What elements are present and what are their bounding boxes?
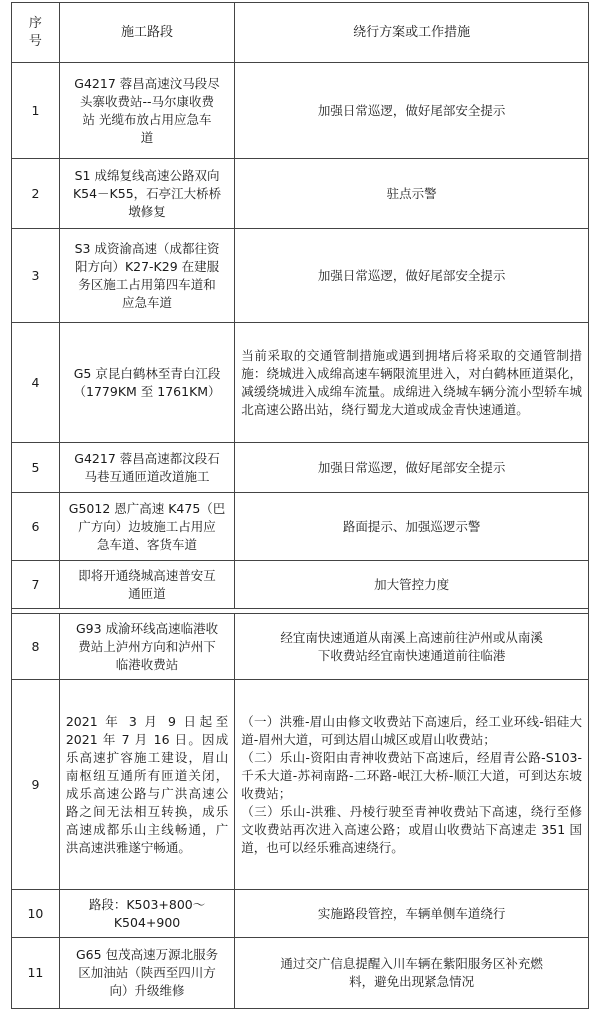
table-row bbox=[12, 63, 588, 159]
row-section: 路段：K503+800～ K504+900 bbox=[60, 890, 235, 937]
row-seq: 10 bbox=[12, 890, 60, 937]
row-seq: 1 bbox=[12, 63, 60, 158]
row-plan: 加强日常巡逻，做好尾部安全提示 bbox=[317, 102, 506, 118]
row-seq: 7 bbox=[12, 561, 60, 608]
row-seq: 4 bbox=[12, 323, 60, 442]
row-plan: 路面提示、加强巡逻示警 bbox=[342, 518, 481, 534]
row-plan: 实施路段管控，车辆单侧车道绕行 bbox=[317, 905, 506, 921]
row-seq: 2 bbox=[12, 159, 60, 228]
row-seq: 5 bbox=[12, 443, 60, 492]
table-row bbox=[12, 323, 588, 443]
row-plan: 当前采取的交通管制措施或遇到拥堵后将采取的交通管制措施：绕城进入成绵高速车辆限流里进入，对白鹤林匝道渠化，减缓绕城进入成绵车流量。成绵进入绕城车辆分流小型轿车城北高速公路出站，绕行蜀龙大道或成金青快速通道。 bbox=[241, 347, 582, 417]
row-section: G93 成渝环线高速临港收 费站上泸州方向和泸州下 临港收费站 bbox=[60, 614, 235, 679]
table-row bbox=[12, 493, 588, 561]
row-seq: 8 bbox=[12, 614, 60, 679]
header-seq: 序 号 bbox=[12, 3, 60, 62]
row-section: G5 京昆白鹤林至青白江段 （1779KM 至 1761KM） bbox=[60, 323, 235, 442]
table-row bbox=[12, 159, 588, 229]
table-row bbox=[12, 614, 588, 680]
table-row bbox=[12, 229, 588, 323]
row-section: S1 成绵复线高速公路双向 K54－K55，石亭江大桥桥 墩修复 bbox=[60, 159, 235, 228]
row-section: G4217 蓉昌高速汶马段尽 头寨收费站--马尔康收费 站 光缆布放占用应急车 道 bbox=[60, 63, 235, 158]
row-plan: 经宜南快速通道从南溪上高速前往泸州或从南溪 下收费站经宜南快速通道前往临港 bbox=[280, 629, 543, 663]
row-plan: （一）洪雅-眉山由修文收费站下高速后，经工业环线-铝硅大道-眉州大道，可到达眉山城区或眉山收费站； （二）乐山-资阳由青神收费站下高速后，经眉青公路-S103-千禾大道-苏祠南路-二环路-岷江大桥-顺江大道，可到达东坡收费站； （三）乐山-洪雅、丹棱行驶至青神收费站下高速，绕行至修文收费站再次进入高速公路；或眉山收费站下高速走 351 国道，也可以经乐雅高速绕行。 bbox=[241, 713, 582, 855]
row-section: G65 包茂高速万源北服务 区加油站（陕西至四川方 向）升级维修 bbox=[60, 938, 235, 1008]
row-section: G5012 恩广高速 K475（巴 广方向）边坡施工占用应 急车道、客货车道 bbox=[60, 493, 235, 560]
table-row bbox=[12, 680, 588, 890]
table-row bbox=[12, 890, 588, 938]
row-plan: 加强日常巡逻，做好尾部安全提示 bbox=[317, 459, 506, 475]
row-plan: 驻点示警 bbox=[386, 185, 437, 201]
row-section: G4217 蓉昌高速都汶段石 马巷互通匝道改道施工 bbox=[60, 443, 235, 492]
row-seq: 9 bbox=[12, 680, 60, 889]
table-row bbox=[12, 561, 588, 609]
row-plan: 加大管控力度 bbox=[374, 576, 450, 592]
header-section: 施工路段 bbox=[60, 3, 235, 62]
row-plan: 加强日常巡逻，做好尾部安全提示 bbox=[317, 267, 506, 283]
row-section: S3 成资渝高速（成都往资 阳方向）K27-K29 在建服 务区施工占用第四车道和 应急车道 bbox=[60, 229, 235, 322]
table-header bbox=[12, 3, 588, 63]
row-section: 2021 年 3 月 9 日起至 2021 年 7 月 16 日。因成乐高速扩容施工建设，眉山南枢纽互通所有匝道关闭，成乐高速公路与广洪高速公路之间无法相互转换，成乐高速成都乐山主线畅通，广洪高速洪雅遂宁畅通。 bbox=[60, 680, 235, 889]
construction-table bbox=[11, 2, 589, 1009]
row-section: 即将开通绕城高速普安互 通匝道 bbox=[60, 561, 235, 608]
table-row bbox=[12, 443, 588, 493]
row-plan: 通过交广信息提醒入川车辆在紫阳服务区补充燃 料，避免出现紧急情况 bbox=[280, 956, 543, 989]
row-seq: 6 bbox=[12, 493, 60, 560]
header-plan: 绕行方案或工作措施 bbox=[353, 24, 471, 40]
row-seq: 11 bbox=[12, 938, 60, 1008]
table-row bbox=[12, 938, 588, 1008]
row-seq: 3 bbox=[12, 229, 60, 322]
